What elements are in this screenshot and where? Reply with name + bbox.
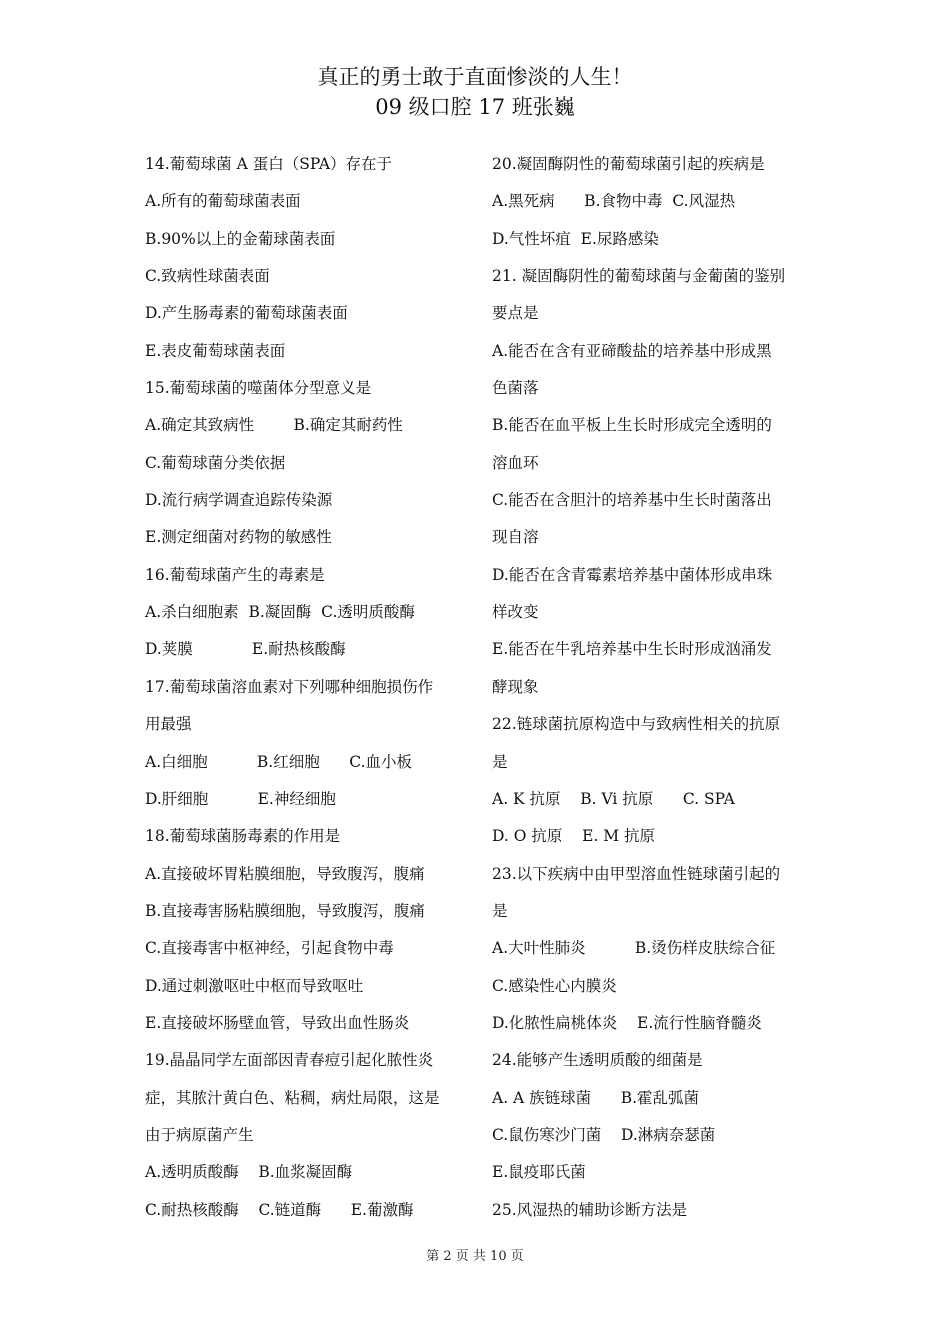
option-line: A.所有的葡萄球菌表面 [145, 192, 301, 211]
question-line: 24.能够产生透明质酸的细菌是 [492, 1051, 703, 1070]
header-motto: 真正的勇士敢于直面惨淡的人生！ [317, 65, 633, 89]
option-line: C.能否在含胆汁的培养基中生长时菌落出 [492, 491, 772, 510]
option-line: 溶血环 [492, 453, 539, 472]
option-line: E.直接破坏肠壁血管，导致出血性肠炎 [145, 1013, 410, 1032]
option-line: A.杀白细胞素 B.凝固酶 C.透明质酸酶 [145, 603, 415, 622]
option-line: B.直接毒害肠粘膜细胞，导致腹泻，腹痛 [145, 901, 425, 920]
question-line: 由于病原菌产生 [145, 1125, 254, 1144]
question-line: 21. 凝固酶阴性的葡萄球菌与金葡菌的鉴别 [492, 267, 786, 286]
question-line: 20.凝固酶阴性的葡萄球菌引起的疾病是 [492, 155, 765, 173]
page-number-footer: 第 2 页 共 10 页 [426, 1249, 524, 1264]
question-line: 用最强 [145, 715, 192, 734]
option-line: B.90%以上的金葡球菌表面 [145, 229, 336, 248]
header-author: 09 级口腔 17 班张巍 [375, 95, 575, 119]
option-line: C.感染性心内膜炎 [492, 976, 617, 995]
option-line: E.测定细菌对药物的敏感性 [145, 528, 332, 547]
question-line: 25.风湿热的辅助诊断方法是 [492, 1200, 688, 1219]
option-line: 色菌落 [492, 379, 539, 398]
option-line: D.荚膜 E.耐热核酸酶 [145, 640, 346, 659]
option-line: 样改变 [492, 603, 539, 622]
question-line: 17.葡萄球菌溶血素对下列哪种细胞损伤作 [145, 677, 434, 696]
option-line: E.表皮葡萄球菌表面 [145, 341, 286, 360]
question-line: 22.链球菌抗原构造中与致病性相关的抗原 [492, 715, 781, 734]
option-line: 酵现象 [492, 677, 539, 696]
option-line: A. A 族链球菌 B.霍乱弧菌 [492, 1088, 700, 1107]
option-line: D.能否在含青霉素培养基中菌体形成串珠 [492, 565, 773, 584]
option-line: E.能否在牛乳培养基中生长时形成汹涌发 [492, 640, 772, 659]
option-line: A.能否在含有亚碲酸盐的培养基中形成黑 [492, 341, 772, 360]
option-line: A.白细胞 B.红细胞 C.血小板 [145, 752, 413, 771]
left-column [145, 146, 475, 1229]
option-line: D.通过刺激呕吐中枢而导致呕吐 [145, 976, 364, 995]
question-line: 是 [492, 752, 508, 771]
option-line: D. O 抗原 E. M 抗原 [492, 827, 656, 846]
option-line: C.直接毒害中枢神经，引起食物中毒 [145, 939, 394, 958]
page-header [0, 62, 950, 122]
option-line: A.黑死病 B.食物中毒 C.风湿热 [492, 192, 736, 211]
option-line: C.耐热核酸酶 C.链道酶 E.葡激酶 [145, 1200, 414, 1219]
question-line: 23.以下疾病中由甲型溶血性链球菌引起的 [492, 864, 781, 883]
option-line: D.产生肠毒素的葡萄球菌表面 [145, 304, 348, 323]
question-line: 19.晶晶同学左面部因青春痘引起化脓性炎 [145, 1051, 434, 1070]
question-line: 16.葡萄球菌产生的毒素是 [145, 565, 325, 584]
option-line: A. K 抗原 B. Vi 抗原 C. SPA [492, 789, 735, 808]
right-column [492, 146, 822, 1229]
option-line: B.能否在血平板上生长时形成完全透明的 [492, 416, 772, 435]
option-line: E.鼠疫耶氏菌 [492, 1163, 586, 1182]
option-line: A.直接破坏胃粘膜细胞，导致腹泻，腹痛 [145, 864, 425, 883]
question-line: 要点是 [492, 304, 539, 323]
option-line: C.鼠伤寒沙门菌 D.淋病奈瑟菌 [492, 1125, 716, 1144]
question-line: 18.葡萄球菌肠毒素的作用是 [145, 827, 341, 846]
option-line: D.流行病学调查追踪传染源 [145, 491, 333, 510]
question-line: 15.葡萄球菌的噬菌体分型意义是 [145, 379, 372, 398]
option-line: C.致病性球菌表面 [145, 267, 270, 286]
option-line: A.确定其致病性 B.确定其耐药性 [145, 416, 403, 435]
option-line: 现自溶 [492, 528, 539, 547]
option-line: D.化脓性扁桃体炎 E.流行性脑脊髓炎 [492, 1013, 762, 1032]
question-line: 14.葡萄球菌 A 蛋白（SPA）存在于 [145, 155, 393, 173]
option-line: D.气性坏疽 E.尿路感染 [492, 229, 659, 248]
question-line: 症，其脓汁黄白色、粘稠，病灶局限，这是 [145, 1088, 440, 1107]
option-line: D.肝细胞 E.神经细胞 [145, 789, 336, 808]
option-line: A.大叶性肺炎 B.烫伤样皮肤综合征 [492, 939, 776, 958]
question-line: 是 [492, 901, 508, 920]
option-line: C.葡萄球菌分类依据 [145, 453, 286, 472]
option-line: A.透明质酸酶 B.血浆凝固酶 [145, 1163, 353, 1182]
